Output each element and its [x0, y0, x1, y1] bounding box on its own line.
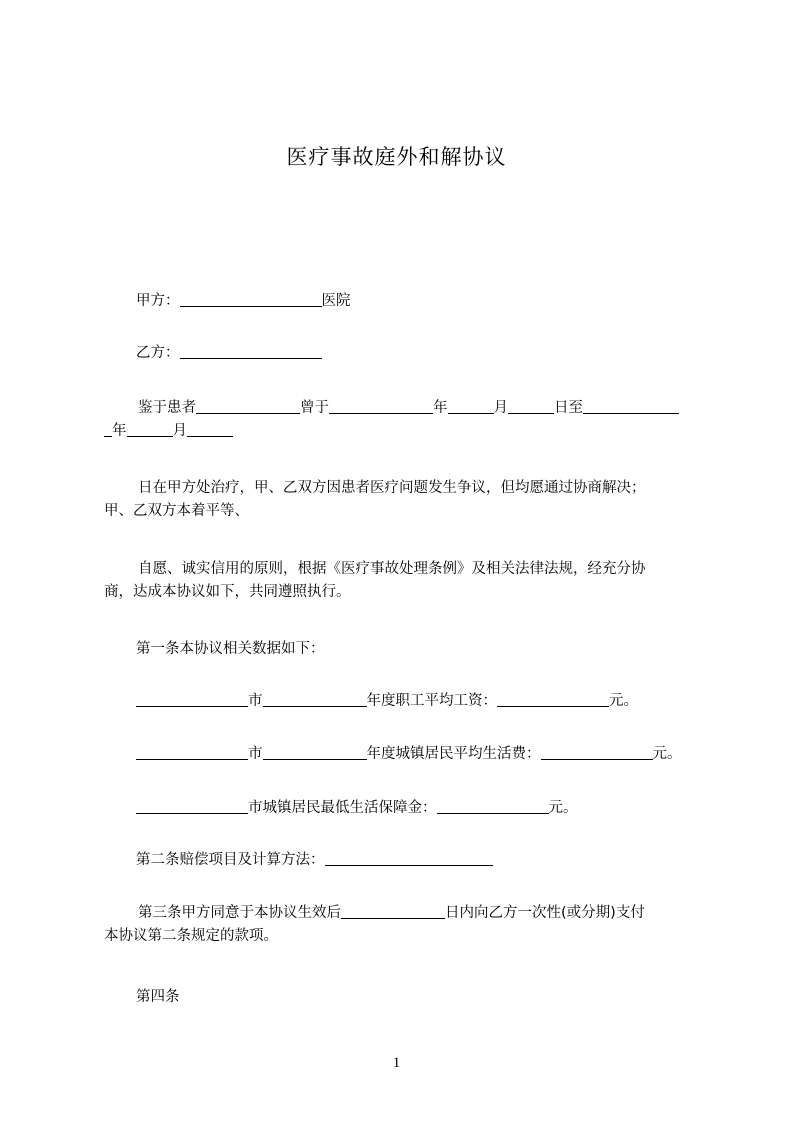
minimum-amount-blank — [437, 798, 549, 814]
page-number: 1 — [392, 1055, 401, 1071]
party-a-label: 甲方： — [136, 293, 180, 309]
month-text: 月 — [493, 400, 508, 416]
end-day-blank — [187, 421, 233, 437]
wage-city-text: 市 — [248, 693, 263, 709]
article-3-line-2: 本协议第二条规定的款项。 — [104, 928, 278, 944]
wage-city-blank — [136, 691, 248, 707]
party-a-blank — [180, 291, 322, 307]
living-city-text: 市 — [248, 746, 263, 762]
start-month-blank — [448, 398, 494, 414]
dispute-line-1: 日在甲方处治疗，甲、乙双方因患者医疗问题发生争议，但均愿通过协商解决； — [138, 480, 646, 496]
paragraph-dispute — [104, 477, 704, 523]
end-year-text: 年 — [112, 423, 127, 439]
party-b-label: 乙方： — [136, 345, 180, 361]
patient-text: 鉴于患者 — [138, 400, 196, 416]
living-city-blank — [136, 744, 248, 760]
article-1-minimum-line — [104, 797, 736, 820]
article-3-text-2: 日内向乙方一次性(或分期)支付 — [445, 905, 645, 921]
wage-item-text: 年度职工平均工资： — [366, 693, 497, 709]
article-2-heading: 第二条赔偿项目及计算方法： — [136, 852, 325, 868]
article-1-heading: 第一条本协议相关数据如下： — [136, 641, 325, 657]
party-a-line — [104, 290, 736, 313]
minimum-unit-text: 元。 — [548, 800, 578, 816]
living-unit-text: 元。 — [652, 746, 682, 762]
since-text: 曾于 — [300, 400, 329, 416]
day-to-text: 日至 — [554, 400, 583, 416]
article-4-heading: 第四条 — [136, 989, 180, 1005]
wage-year-blank — [263, 691, 367, 707]
document-title: 医疗事故庭外和解协议 — [286, 145, 507, 169]
living-item-text: 年度城镇居民平均生活费： — [366, 746, 541, 762]
wage-unit-text: 元。 — [609, 693, 638, 709]
end-month-text: 月 — [172, 423, 187, 439]
article-3-days-blank — [341, 903, 445, 919]
party-a-suffix: 医院 — [321, 293, 351, 309]
paragraph-principles — [104, 558, 704, 604]
article-3-paragraph — [104, 902, 704, 948]
principles-line-1: 自愿、诚实信用的原则，根据《医疗事故处理条例》及相关法律法规，经充分协 — [138, 561, 646, 577]
minimum-city-blank — [136, 798, 248, 814]
dispute-line-2: 甲、乙双方本着平等、 — [104, 503, 249, 519]
article-3-text-1: 第三条甲方同意于本协议生效后 — [138, 905, 341, 921]
living-year-blank — [263, 744, 367, 760]
end-year-blank-b — [104, 421, 112, 437]
end-year-blank-a — [583, 398, 679, 414]
party-b-line — [104, 342, 736, 365]
start-day-blank — [508, 398, 554, 414]
minimum-item-text: 市城镇居民最低生活保障金： — [248, 800, 437, 816]
article-1-living-line — [104, 743, 736, 766]
article-2-line — [104, 849, 736, 872]
paragraph-patient-dates — [104, 397, 704, 443]
start-year-blank — [329, 398, 433, 414]
article-2-blank — [325, 850, 493, 866]
party-b-blank — [180, 343, 322, 359]
wage-amount-blank — [497, 691, 609, 707]
living-amount-blank — [541, 744, 653, 760]
article-1-wage-line — [104, 690, 736, 713]
year-text: 年 — [433, 400, 448, 416]
principles-line-2: 商，达成本协议如下，共同遵照执行。 — [104, 584, 351, 600]
patient-name-blank — [196, 398, 300, 414]
end-month-blank — [127, 421, 173, 437]
